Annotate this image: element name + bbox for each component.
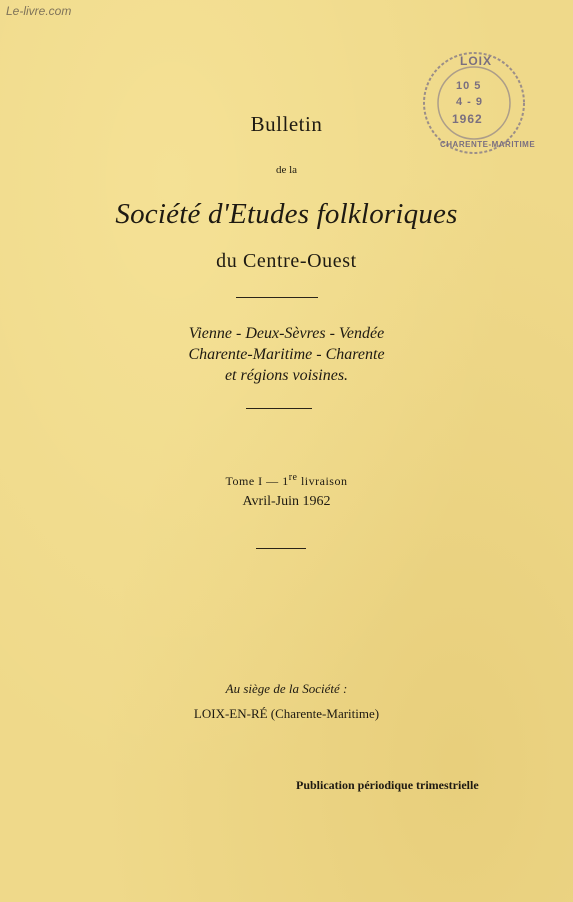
divider-3 — [256, 548, 306, 549]
title-centre-ouest: du Centre-Ouest — [216, 250, 357, 272]
stamp-time: 4 - 9 — [456, 96, 484, 108]
divider-1 — [236, 297, 318, 298]
livraison-word: livraison — [297, 474, 348, 488]
title-bulletin: Bulletin — [250, 112, 323, 136]
stamp-day: 10 5 — [456, 80, 482, 92]
siege-label: Au siège de la Société : — [225, 681, 348, 696]
siege-place: LOIX-EN-RÉ (Charente-Maritime) — [193, 706, 380, 721]
divider-2 — [246, 408, 312, 409]
livraison-superscript: re — [288, 472, 298, 483]
issue-date: Avril-Juin 1962 — [242, 494, 331, 509]
stamp-year: 1962 — [452, 112, 483, 126]
publication-periodicity: Publication périodique trimestrielle — [296, 778, 479, 792]
tome-livraison — [0, 472, 573, 489]
watermark-text: Le-livre.com — [6, 4, 72, 18]
stamp-ring-text: CHARENTE-MARITIME — [440, 140, 536, 149]
stamp-town: LOIX — [460, 54, 493, 68]
title-societe: Société d'Etudes folkloriques — [115, 198, 458, 230]
livraison-number: 1 — [282, 474, 289, 488]
region-line-3: et régions voisines. — [224, 367, 349, 384]
title-de-la: de la — [275, 164, 298, 176]
region-line-1: Vienne - Deux-Sèvres - Vendée — [188, 325, 385, 342]
tome-main: Tome I — — [225, 474, 283, 488]
region-line-2: Charente-Maritime - Charente — [188, 346, 385, 363]
postmark-stamp — [410, 48, 538, 158]
